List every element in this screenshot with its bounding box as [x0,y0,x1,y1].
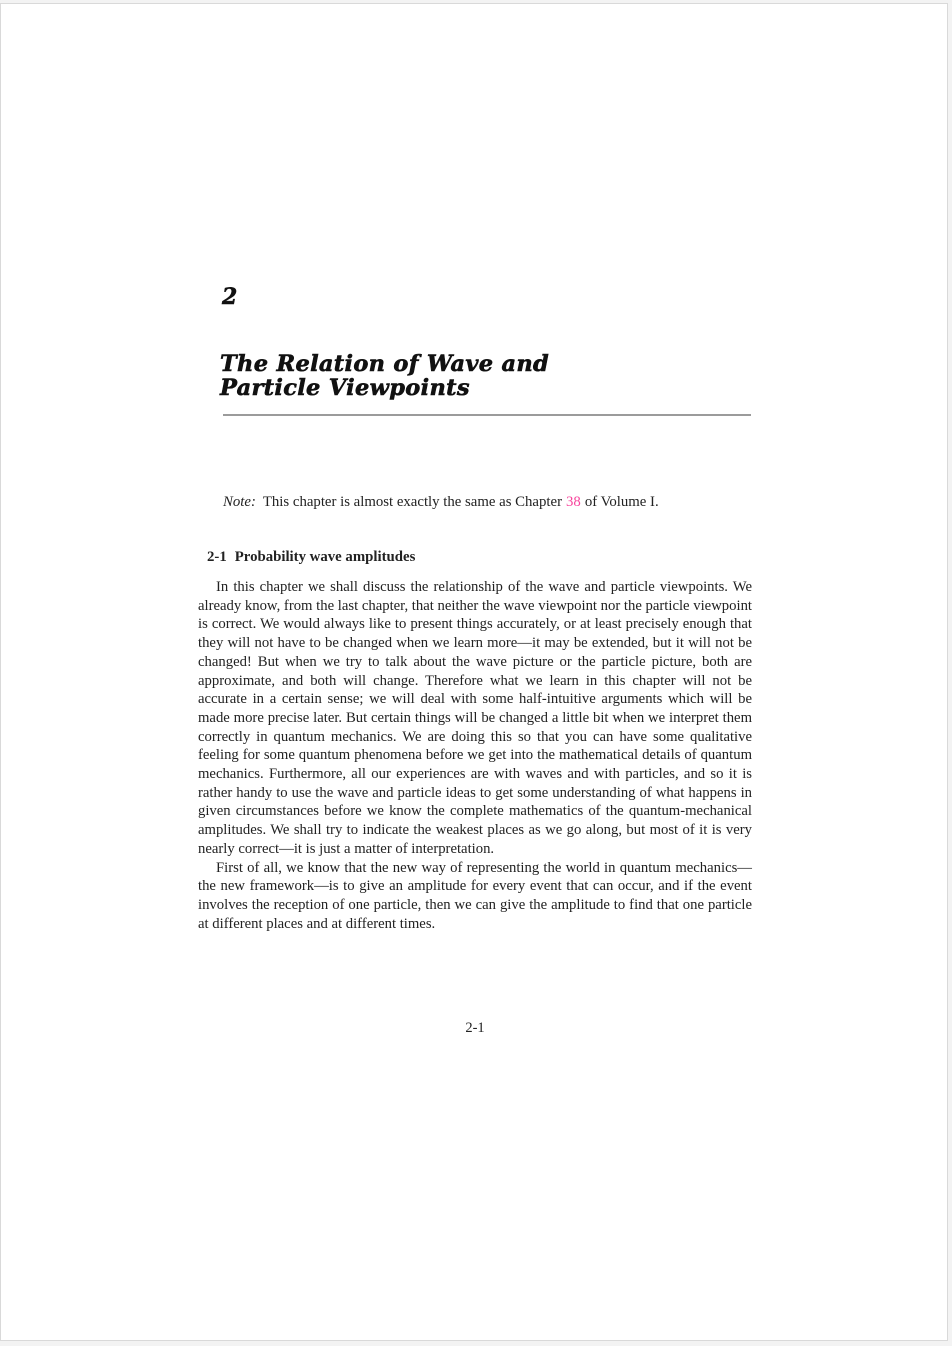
section-number: 2-1 [207,549,227,565]
note-label: Note: [223,494,256,510]
body-text [198,578,752,933]
body-paragraph-2: First of all, we know that the new way of representing the world in quantum mechanics—the new framework—is to give an amplitude for every event that can occur, and if the event involves the reception of one particle, then we can give the amplitude to find that one particle at different places and at different times. [198,859,752,932]
section-title: Probability wave amplitudes [234,549,416,565]
page-content [198,4,752,1340]
chapter-title [220,353,549,400]
document-page [0,3,948,1341]
chapter-number: 2 [222,284,238,310]
note-text: This chapter is almost exactly the same as Chapter [262,494,563,510]
section-heading [207,549,415,566]
chapter-title-line-1: The Relation of Wave and [220,351,550,377]
note-text-after: of Volume I. [584,494,659,510]
page-number: 2-1 [465,1020,485,1036]
volume1-chapter-38-link[interactable]: 38 [566,494,581,510]
chapter-title-line-2: Particle Viewpoints [220,374,470,401]
note-line [198,493,752,512]
body-paragraph-1: In this chapter we shall discuss the relationship of the wave and particle viewpoints. We already know, from the last chapter, that neither the wave viewpoint nor the particle viewpoint is correct. We would always like to present things accurately, or at least precisely enough that they will not have to be changed when we learn more—it may be extended, but it will not be changed! But when we try to talk about the wave picture or the particle picture, both are approximate, and both will change. Therefore what we learn in this chapter will not be accurate in a certain sense; we will deal with some half-intuitive arguments which will be made more precise later. But certain things will be changed a little bit when we interpret them correctly in quantum mechanics. We are doing this so that you can have some qualitative feeling for some quantum phenomena before we get into the mathematical details of quantum mechanics. Furthermore, all our experiences are with waves and with particles, and so it is rather handy to use the wave and particle ideas to get some understanding of what happens in given circumstances before we know the complete mathematics of the quantum-mechanical amplitudes. We shall try to indicate the weakest places as we go along, but most of it is very nearly correct—it is just a matter of interpretation. [198,579,752,857]
title-rule [223,414,751,416]
